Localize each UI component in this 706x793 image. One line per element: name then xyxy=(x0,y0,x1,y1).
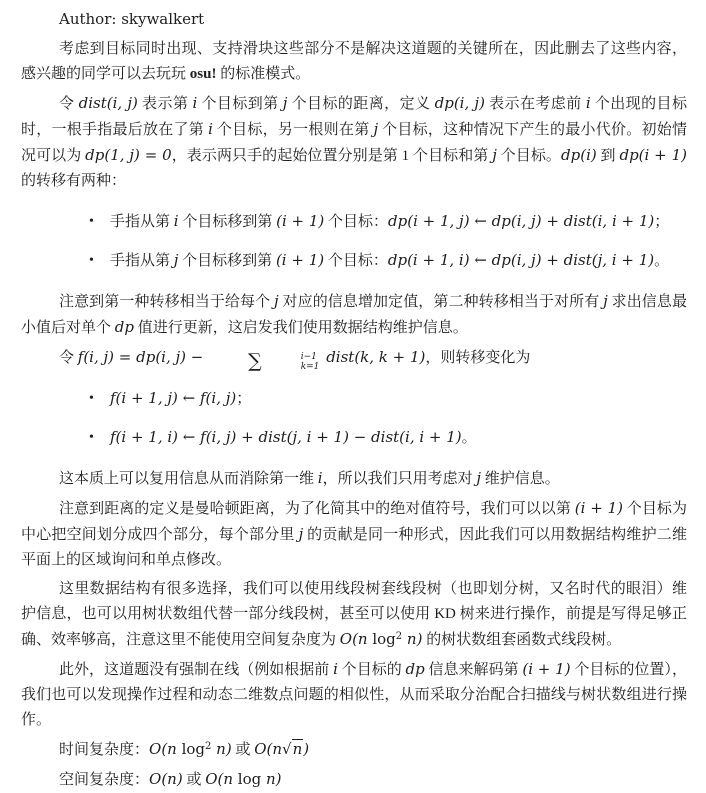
text-segment: 手指从第 xyxy=(110,214,174,230)
text-segment: 个目标为中心把空间划分成四个部分，每个部分里 xyxy=(21,501,687,543)
math-segment: (i + 1) xyxy=(522,660,571,678)
text-segment: 考虑到目标同时出现、支持滑块这些部分不是解决这道题的关键所在，因此删去了这些内容，感兴趣的同学可以去玩玩 xyxy=(21,41,687,82)
paragraph xyxy=(21,657,687,733)
math-segment: dp(i + 1) xyxy=(619,146,687,164)
paragraph xyxy=(21,345,687,371)
text-segment: 个目标的 xyxy=(337,662,406,678)
bullet-list xyxy=(21,209,687,274)
bullet-item xyxy=(110,248,687,274)
math-segment: dp(i + 1, j) ← dp(i, j) + dist(i, i + 1) xyxy=(388,212,655,230)
text-segment: 个目标移到第 xyxy=(178,253,276,269)
text-segment: 注意到距离的定义是曼哈顿距离，为了化简其中的绝对值符号，我们可以以第 xyxy=(59,501,575,517)
text-segment: 个目标，这种情况下产生的最小代价。初始情况可以为 xyxy=(21,122,687,164)
math-segment: f(i + 1, j) ← f(i, j) xyxy=(110,389,237,407)
math-segment: dist(i, j) xyxy=(78,94,138,112)
text-segment: 或 xyxy=(182,772,206,788)
paragraph xyxy=(21,91,687,194)
bullet-list xyxy=(21,386,687,451)
text-segment: log xyxy=(233,770,266,788)
text-segment: ，表示两只手的起始位置分别是第 1 个目标和第 xyxy=(171,148,493,164)
paragraph xyxy=(21,466,687,492)
text-segment: 的标准模式。 xyxy=(216,66,311,82)
math-segment: n) xyxy=(402,630,423,648)
square-root xyxy=(282,742,303,758)
math-segment: dp xyxy=(114,318,134,336)
math-segment: O(n) xyxy=(149,770,183,788)
text-segment: 表示在考虑前 xyxy=(484,96,586,112)
math-segment: f(i + 1, i) ← f(i, j) + dist(j, i + 1) − dist(i, i + 1) xyxy=(110,428,462,446)
math-segment: j xyxy=(274,292,279,310)
math-segment: O(n xyxy=(149,740,177,758)
bullet-item xyxy=(110,425,687,451)
paragraph xyxy=(21,496,687,573)
text-segment: 表示第 xyxy=(137,96,193,112)
math-segment: n) xyxy=(211,740,232,758)
text-segment: 个出现的目标时，一根手指最后放在了第 xyxy=(21,96,687,138)
math-segment: j xyxy=(476,469,481,487)
paragraph xyxy=(21,767,687,793)
math-segment: dp(1, j) = 0 xyxy=(85,146,172,164)
paragraph xyxy=(21,37,687,87)
text-segment: 个目标，另一根则在第 xyxy=(212,122,374,138)
text-segment: 个目标。 xyxy=(496,148,562,164)
text-segment: 2 xyxy=(395,631,403,642)
math-segment: j xyxy=(282,94,288,112)
text-segment: 空间复杂度： xyxy=(59,772,150,788)
text-segment: 个目标到第 xyxy=(197,96,283,112)
math-segment: (i + 1) xyxy=(276,212,325,230)
radical-sign: √ xyxy=(282,740,292,758)
text-segment: 个目标移到第 xyxy=(178,214,277,230)
math-segment: (i + 1) xyxy=(574,499,623,517)
paragraph xyxy=(21,577,687,653)
text-segment: 求出信息最小值后对单个 xyxy=(21,294,687,336)
math-segment: j xyxy=(492,146,497,164)
text-segment: log xyxy=(176,740,206,758)
math-segment: dp(i) xyxy=(561,146,597,164)
text-segment: 手指从第 xyxy=(110,253,174,269)
math-segment: ) xyxy=(303,740,310,758)
math-segment: i xyxy=(208,120,213,138)
math-segment: i xyxy=(585,94,591,112)
math-segment: dp xyxy=(405,660,425,678)
text-segment: 。 xyxy=(461,430,477,446)
text-segment: 这里数据结构有很多选择，我们可以使用线段树套线段树（也即划分树，又名时代的眼泪）维护信息，也可以用树状数组代替一部分线段树，甚至可以使用 KD 树来进行操作，前提是写得足够正确、效率够高，注意这里不能使用空间复杂度为 xyxy=(21,581,687,648)
text-segment: 个目标的位置），我们也可以发现操作过程和动态二维数点问题的相似性，从而采取分治配合扫描线与树状数组进行操作。 xyxy=(21,662,687,728)
math-segment: dp(i + 1, i) ← dp(i, j) + dist(j, i + 1) xyxy=(387,251,655,269)
text-segment: 值进行更新，这启发我们使用数据结构维护信息。 xyxy=(133,320,468,336)
sum-lower-limit: k=1 xyxy=(300,361,320,372)
text-segment: 信息来解码第 xyxy=(424,662,523,678)
text-segment: 个目标： xyxy=(324,214,389,230)
math-segment: j xyxy=(603,292,608,310)
text-segment: ，则转移变化为 xyxy=(425,350,531,366)
math-segment: dist(k, k + 1) xyxy=(321,348,426,366)
text-segment: 此外，这道题没有强制在线（例如根据前 xyxy=(59,662,334,678)
text-segment: 2 xyxy=(205,741,212,752)
math-segment: f(i, j) = dp(i, j) − xyxy=(77,348,209,366)
math-segment: O(n xyxy=(339,630,368,648)
math-segment: i xyxy=(192,94,198,112)
math-segment: j xyxy=(173,251,179,269)
text-segment: 或 xyxy=(231,742,255,758)
math-segment: O(n xyxy=(254,740,283,758)
sum-limits xyxy=(263,353,320,372)
math-segment: j xyxy=(298,525,304,543)
math-segment: (i + 1) xyxy=(275,251,325,269)
text-segment: ； xyxy=(236,391,252,407)
paragraph xyxy=(21,737,687,763)
bullet-item xyxy=(110,386,687,412)
math-segment: n) xyxy=(265,770,282,788)
text-segment: 注意到第一种转移相当于给每个 xyxy=(59,294,275,310)
text-segment: 到 xyxy=(596,148,620,164)
text-segment: 的转移有两种： xyxy=(21,173,127,189)
text-segment: 这本质上可以复用信息从而消除第一维 xyxy=(59,471,318,487)
text-segment: ； xyxy=(654,214,670,230)
text-segment: 。 xyxy=(654,253,670,269)
text-segment: 令 xyxy=(59,350,78,366)
text-segment: 令 xyxy=(59,96,79,112)
sum-upper-limit: i−1 xyxy=(300,352,317,362)
math-segment: i xyxy=(333,660,338,678)
text-segment: 的贡献是同一种形式，因此我们可以用数据结构维护二维平面上的区域询问和单点修改。 xyxy=(21,527,687,568)
math-segment: O(n xyxy=(205,770,234,788)
math-segment: i xyxy=(317,469,323,487)
sigma-symbol: ∑ xyxy=(248,350,262,372)
text-segment: 的树状数组套函数式线段树。 xyxy=(422,632,622,648)
math-segment: j xyxy=(373,120,379,138)
bullet-item xyxy=(110,209,687,235)
text-segment: 个目标： xyxy=(324,253,388,269)
text-segment: 对应的信息增加定值，第二种转移相当于对所有 xyxy=(278,294,604,310)
text-segment: osu! xyxy=(189,66,217,82)
summation-operator xyxy=(210,352,319,371)
math-segment: i xyxy=(173,212,179,230)
text-segment: 个目标的距离，定义 xyxy=(287,96,435,112)
math-segment: dp(i, j) xyxy=(434,94,485,112)
radicand: n xyxy=(292,740,303,758)
text-segment: 维护信息。 xyxy=(481,471,560,487)
document-body xyxy=(21,7,687,793)
paragraph xyxy=(21,7,687,33)
text-segment: ，所以我们只用考虑对 xyxy=(322,471,477,487)
text-segment: log xyxy=(367,630,396,648)
text-segment: 时间复杂度： xyxy=(59,742,150,758)
paragraph xyxy=(21,289,687,341)
text-segment: Author: skywalkert xyxy=(59,10,205,28)
